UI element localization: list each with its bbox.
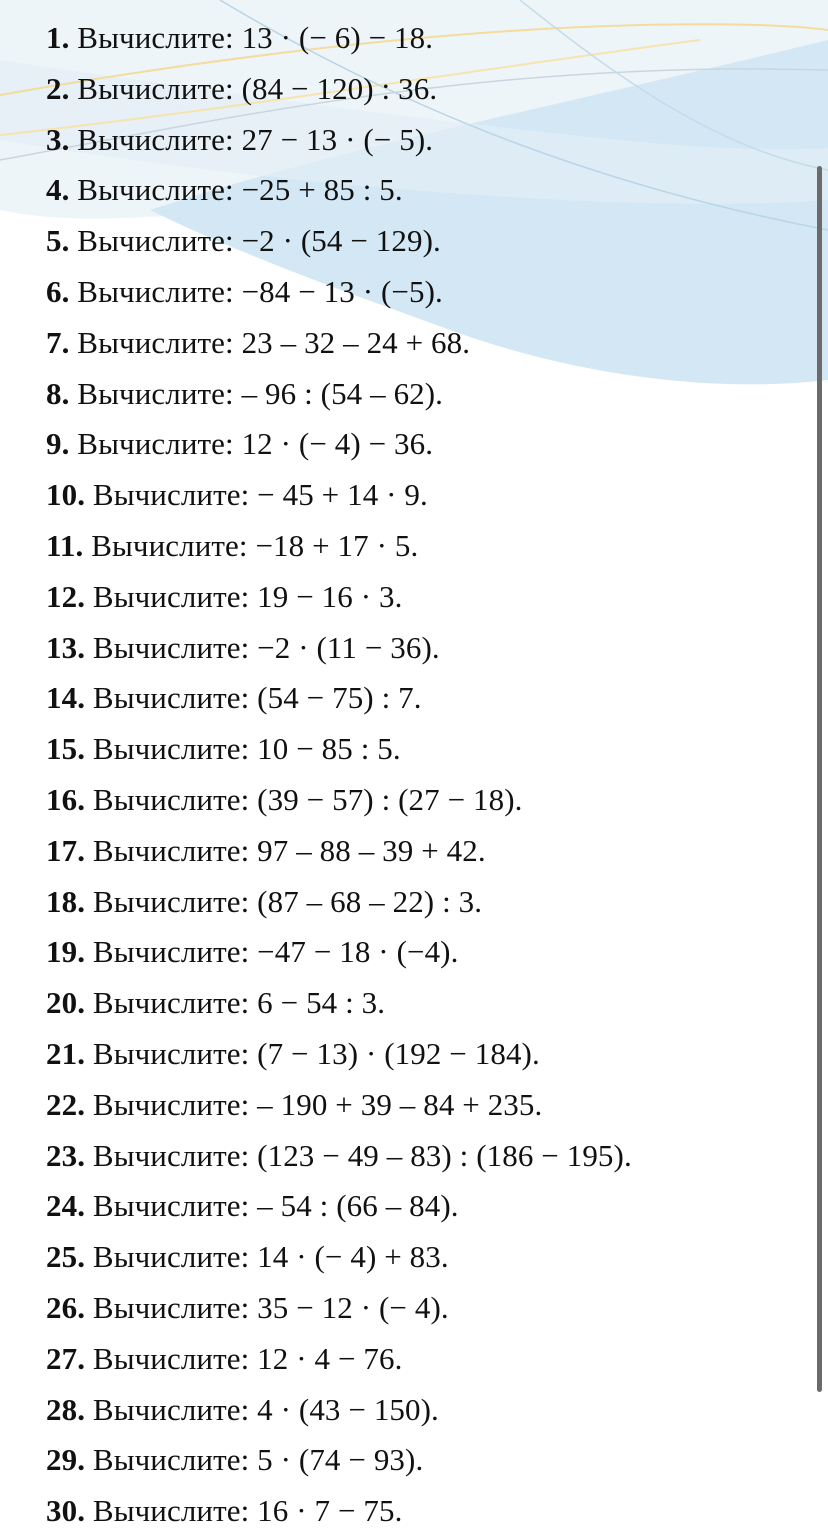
list-item [46, 522, 632, 573]
problem-number: 2. [46, 70, 70, 106]
problem-text: Вычислите: 5 · (74 − 93). [85, 1442, 424, 1478]
problem-text: Вычислите: 12 · (− 4) − 36. [69, 426, 434, 462]
problem-number: 13. [46, 629, 86, 665]
problem-number: 19. [46, 934, 86, 970]
problem-number: 23. [46, 1137, 86, 1173]
list-item [46, 1436, 632, 1487]
problem-text: Вычислите: 97 – 88 – 39 + 42. [85, 832, 486, 868]
problem-number: 21. [46, 1035, 86, 1071]
problem-text: Вычислите: 13 · (− 6) − 18. [69, 20, 434, 55]
list-item [46, 827, 632, 878]
list-item [46, 1132, 632, 1183]
list-item [46, 928, 632, 979]
list-item [46, 624, 632, 675]
problem-text: Вычислите: 35 − 12 · (− 4). [85, 1289, 449, 1325]
list-item [46, 217, 632, 268]
list-item [46, 1233, 632, 1284]
list-item [46, 1284, 632, 1335]
problem-text: Вычислите: (54 − 75) : 7. [85, 680, 422, 716]
problem-text: Вычислите: 4 · (43 − 150). [85, 1391, 439, 1427]
problem-number: 4. [46, 172, 70, 208]
list-item [46, 1487, 632, 1538]
problem-text: Вычислите: – 96 : (54 – 62). [69, 375, 444, 411]
problem-number: 24. [46, 1188, 86, 1224]
list-item [46, 1335, 632, 1386]
problem-text: Вычислите: −2 · (54 − 129). [69, 223, 441, 259]
problem-number: 26. [46, 1289, 86, 1325]
problem-number: 12. [46, 578, 86, 614]
problem-number: 8. [46, 375, 70, 411]
problem-number: 3. [46, 121, 70, 157]
vertical-scrollbar[interactable] [817, 166, 822, 1392]
problem-number: 11. [46, 527, 84, 563]
problem-text: Вычислите: 19 − 16 · 3. [85, 578, 403, 614]
problem-number: 27. [46, 1340, 86, 1376]
problem-text: Вычислите: 12 · 4 − 76. [85, 1340, 403, 1376]
problem-number: 17. [46, 832, 86, 868]
problem-number: 22. [46, 1086, 86, 1122]
problem-number: 18. [46, 883, 86, 919]
problem-number: 6. [46, 273, 70, 309]
list-item [46, 725, 632, 776]
list-item [46, 14, 632, 65]
problem-number: 30. [46, 1493, 86, 1529]
problem-text: Вычислите: −2 · (11 − 36). [85, 629, 440, 665]
list-item [46, 573, 632, 624]
list-item [46, 166, 632, 217]
problem-number: 20. [46, 985, 86, 1021]
problem-number: 10. [46, 477, 86, 513]
list-item [46, 979, 632, 1030]
list-item [46, 471, 632, 522]
problem-text: Вычислите: −84 − 13 · (−5). [69, 273, 443, 309]
problem-text: Вычислите: −25 + 85 : 5. [69, 172, 403, 208]
list-item [46, 116, 632, 167]
problem-number: 5. [46, 223, 70, 259]
list-item [46, 1386, 632, 1437]
list-item [46, 319, 632, 370]
problem-number: 16. [46, 781, 86, 817]
problem-text: Вычислите: (123 − 49 – 83) : (186 − 195). [85, 1137, 632, 1173]
problem-text: Вычислите: 6 − 54 : 3. [85, 985, 386, 1021]
list-item [46, 370, 632, 421]
problem-number: 9. [46, 426, 70, 462]
problem-text: Вычислите: (39 − 57) : (27 − 18). [85, 781, 523, 817]
problem-text: Вычислите: −47 − 18 · (−4). [85, 934, 459, 970]
problem-number: 7. [46, 324, 70, 360]
problem-text: Вычислите: – 190 + 39 – 84 + 235. [85, 1086, 543, 1122]
problem-number: 28. [46, 1391, 86, 1427]
problem-number: 1. [46, 20, 70, 55]
list-item [46, 268, 632, 319]
problem-number: 25. [46, 1239, 86, 1275]
problem-list [46, 14, 632, 1538]
problem-text: Вычислите: 16 · 7 − 75. [85, 1493, 403, 1529]
list-item [46, 420, 632, 471]
list-item [46, 674, 632, 725]
list-item [46, 1081, 632, 1132]
problem-number: 14. [46, 680, 86, 716]
problem-text: Вычислите: 10 − 85 : 5. [85, 731, 401, 767]
problem-text: Вычислите: −18 + 17 · 5. [83, 527, 419, 563]
problem-text: Вычислите: – 54 : (66 – 84). [85, 1188, 459, 1224]
problem-text: Вычислите: 23 – 32 – 24 + 68. [69, 324, 471, 360]
problem-number: 29. [46, 1442, 86, 1478]
list-item [46, 878, 632, 929]
problem-number: 15. [46, 731, 86, 767]
problem-text: Вычислите: (87 – 68 – 22) : 3. [85, 883, 483, 919]
list-item [46, 65, 632, 116]
problem-text: Вычислите: (84 − 120) : 36. [69, 70, 438, 106]
problem-text: Вычислите: − 45 + 14 · 9. [85, 477, 428, 513]
list-item [46, 1030, 632, 1081]
list-item [46, 776, 632, 827]
problem-text: Вычислите: 14 · (− 4) + 83. [85, 1239, 449, 1275]
list-item [46, 1182, 632, 1233]
problem-text: Вычислите: (7 − 13) · (192 − 184). [85, 1035, 540, 1071]
problem-text: Вычислите: 27 − 13 · (− 5). [69, 121, 434, 157]
